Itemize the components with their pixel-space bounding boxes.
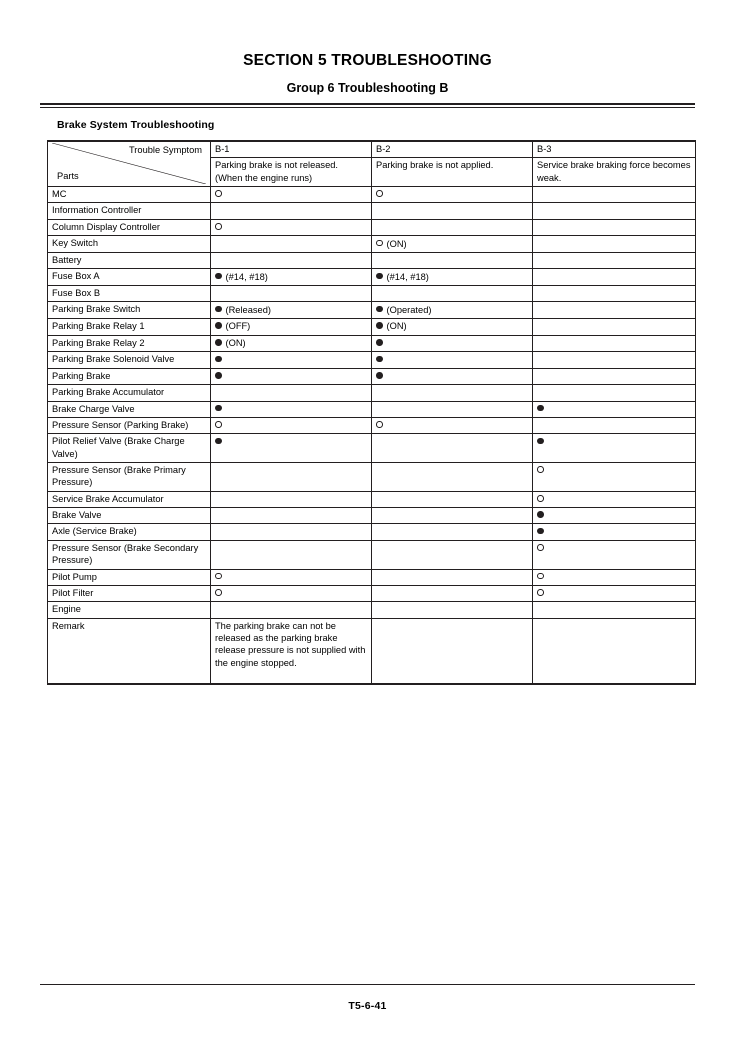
table-row <box>48 236 696 253</box>
part-name-cell: Brake Charge Valve <box>48 401 211 417</box>
part-name-cell: Pilot Relief Valve (Brake Charge Valve) <box>48 434 211 463</box>
marker-note: (#14, #18) <box>225 271 268 282</box>
symptom-cell <box>211 319 372 336</box>
filled-circle-icon <box>537 526 544 535</box>
open-circle-icon <box>537 465 544 474</box>
symptom-cell <box>533 524 696 540</box>
symptom-cell <box>211 285 372 301</box>
filled-circle-icon <box>376 371 383 380</box>
symptom-cell <box>372 368 533 384</box>
symptom-cell <box>533 252 696 268</box>
symptom-cell <box>372 319 533 336</box>
symptom-cell <box>533 236 696 253</box>
part-name-cell: Pilot Pump <box>48 569 211 585</box>
symptom-cell <box>372 491 533 507</box>
part-name-cell: Column Display Controller <box>48 219 211 235</box>
symptom-cell <box>372 618 533 684</box>
symptom-cell <box>372 434 533 463</box>
symptom-cell <box>211 491 372 507</box>
part-name-cell: Pressure Sensor (Brake Secondary Pressure) <box>48 540 211 569</box>
part-name-cell: Brake Valve <box>48 508 211 524</box>
marker-group <box>537 509 691 521</box>
symptom-cell <box>372 352 533 368</box>
table-row <box>48 524 696 540</box>
marker-group <box>376 337 528 349</box>
symptom-cell <box>533 385 696 401</box>
filled-circle-icon <box>537 436 544 445</box>
table-row <box>48 302 696 319</box>
footer-page-number: T5-6-41 <box>348 1000 387 1012</box>
symptom-cell <box>372 585 533 601</box>
filled-circle-icon <box>376 354 383 363</box>
marker-group <box>537 493 691 505</box>
part-name-cell: Service Brake Accumulator <box>48 491 211 507</box>
marker-note: (Released) <box>225 304 271 315</box>
symptom-cell <box>372 187 533 203</box>
marker-group <box>376 188 528 200</box>
open-circle-icon <box>215 572 222 581</box>
section-title: SECTION 5 TROUBLESHOOTING <box>243 52 492 69</box>
table-row <box>48 491 696 507</box>
symptom-cell <box>533 352 696 368</box>
open-circle-icon <box>537 543 544 552</box>
marker-group <box>215 403 367 415</box>
table-row <box>48 401 696 417</box>
filled-circle-icon <box>215 371 222 380</box>
part-name-cell: Parking Brake Solenoid Valve <box>48 352 211 368</box>
table-row <box>48 285 696 301</box>
part-name-cell: Parking Brake Switch <box>48 302 211 319</box>
marker-group <box>376 303 528 316</box>
footer-divider <box>40 984 695 985</box>
table-row <box>48 508 696 524</box>
symptom-cell <box>211 462 372 491</box>
marker-group <box>537 571 691 583</box>
symptom-cell <box>372 417 533 433</box>
column-header-code: B-1 <box>211 141 372 158</box>
symptom-cell <box>211 269 372 286</box>
symptom-cell <box>211 508 372 524</box>
marker-group <box>215 188 367 200</box>
filled-circle-icon <box>215 354 222 363</box>
marker-group <box>215 435 367 447</box>
open-circle-icon <box>215 189 222 198</box>
marker-group <box>215 587 367 599</box>
marker-group <box>537 587 691 599</box>
symptom-cell <box>211 401 372 417</box>
open-circle-icon <box>537 588 544 597</box>
subsection-heading: Brake System Troubleshooting <box>57 119 215 131</box>
remark-text: The parking brake can not be released as the parking brake release pressure is not supplied with the engine stopped. <box>215 620 366 668</box>
marker-group <box>537 525 691 537</box>
document-header <box>0 52 735 96</box>
header-divider-thick <box>40 103 695 105</box>
part-name-cell: Engine <box>48 602 211 618</box>
symptom-cell <box>533 335 696 352</box>
marker-group <box>215 571 367 583</box>
filled-circle-icon <box>215 304 222 313</box>
part-name-cell: Pressure Sensor (Parking Brake) <box>48 417 211 433</box>
table-row <box>48 252 696 268</box>
symptom-cell <box>211 524 372 540</box>
symptom-cell <box>372 335 533 352</box>
marker-group <box>215 353 367 365</box>
marker-note: (OFF) <box>225 321 251 332</box>
part-name-cell: MC <box>48 187 211 203</box>
filled-circle-icon <box>376 304 383 313</box>
filled-circle-icon <box>537 510 544 519</box>
symptom-cell <box>211 602 372 618</box>
marker-group <box>215 221 367 233</box>
part-name-cell: Key Switch <box>48 236 211 253</box>
part-name-cell: Parking Brake Relay 2 <box>48 335 211 352</box>
marker-group <box>215 370 367 382</box>
symptom-cell <box>372 203 533 219</box>
part-name-cell: Pilot Filter <box>48 585 211 601</box>
open-circle-icon <box>376 420 383 429</box>
symptom-cell <box>372 385 533 401</box>
marker-group <box>376 270 528 283</box>
symptom-cell <box>533 618 696 684</box>
symptom-cell <box>211 385 372 401</box>
marker-group <box>537 403 691 415</box>
marker-group <box>215 419 367 431</box>
part-name-cell: Parking Brake Accumulator <box>48 385 211 401</box>
table-corner-header <box>48 141 211 187</box>
marker-group <box>537 435 691 447</box>
symptom-cell <box>533 368 696 384</box>
symptom-cell <box>533 540 696 569</box>
column-header-code: B-2 <box>372 141 533 158</box>
marker-group <box>376 353 528 365</box>
symptom-cell <box>533 219 696 235</box>
symptom-cell <box>211 569 372 585</box>
open-circle-icon <box>376 238 383 247</box>
filled-circle-icon <box>215 338 222 347</box>
marker-group <box>376 370 528 382</box>
symptom-cell <box>211 352 372 368</box>
part-name-cell: Parking Brake Relay 1 <box>48 319 211 336</box>
symptom-cell <box>372 302 533 319</box>
symptom-cell <box>211 434 372 463</box>
symptom-cell <box>533 319 696 336</box>
symptom-cell <box>372 569 533 585</box>
column-header-code: B-3 <box>533 141 696 158</box>
symptom-cell <box>372 524 533 540</box>
marker-group <box>215 320 367 333</box>
filled-circle-icon <box>376 271 383 280</box>
table-row <box>48 540 696 569</box>
symptom-cell <box>211 302 372 319</box>
marker-group <box>215 303 367 316</box>
filled-circle-icon <box>376 321 383 330</box>
symptom-cell <box>372 462 533 491</box>
table-row <box>48 385 696 401</box>
symptom-cell <box>211 219 372 235</box>
part-name-cell: Information Controller <box>48 203 211 219</box>
symptom-cell <box>372 401 533 417</box>
symptom-cell <box>533 569 696 585</box>
marker-note: (Operated) <box>386 304 432 315</box>
symptom-cell <box>211 540 372 569</box>
symptom-cell <box>211 368 372 384</box>
part-name-cell: Remark <box>48 618 211 684</box>
table-row <box>48 319 696 336</box>
troubleshooting-table-container <box>47 140 695 685</box>
marker-group <box>537 464 691 476</box>
marker-group <box>376 419 528 431</box>
filled-circle-icon <box>537 404 544 413</box>
symptom-cell <box>533 401 696 417</box>
symptom-cell <box>211 618 372 684</box>
symptom-cell <box>533 203 696 219</box>
symptom-cell <box>533 285 696 301</box>
symptom-cell <box>211 335 372 352</box>
symptom-cell <box>211 252 372 268</box>
table-row <box>48 352 696 368</box>
symptom-cell <box>533 602 696 618</box>
column-header-description: Parking brake is not applied. <box>372 158 533 187</box>
table-row <box>48 219 696 235</box>
open-circle-icon <box>215 420 222 429</box>
trouble-symptom-label: Trouble Symptom <box>128 145 202 155</box>
symptom-cell <box>372 602 533 618</box>
table-row <box>48 569 696 585</box>
symptom-cell <box>372 540 533 569</box>
parts-label: Parts <box>57 170 79 181</box>
symptom-cell <box>211 585 372 601</box>
group-title: Group 6 Troubleshooting B <box>286 80 449 95</box>
marker-note: (ON) <box>225 338 246 349</box>
table-row <box>48 462 696 491</box>
table-row <box>48 585 696 601</box>
marker-group <box>376 320 528 333</box>
open-circle-icon <box>215 222 222 231</box>
marker-note: (ON) <box>386 238 407 249</box>
symptom-cell <box>211 187 372 203</box>
symptom-cell <box>372 285 533 301</box>
symptom-cell <box>533 302 696 319</box>
marker-group <box>215 337 367 350</box>
table-header-row-codes <box>48 141 696 158</box>
table-row <box>48 187 696 203</box>
marker-group <box>537 542 691 554</box>
symptom-cell <box>533 269 696 286</box>
symptom-cell <box>372 219 533 235</box>
symptom-cell <box>372 236 533 253</box>
table-row <box>48 368 696 384</box>
marker-group <box>376 237 528 250</box>
filled-circle-icon <box>215 436 222 445</box>
troubleshooting-table <box>47 140 696 685</box>
header-divider-thin <box>40 107 695 108</box>
symptom-cell <box>533 462 696 491</box>
symptom-cell <box>372 252 533 268</box>
filled-circle-icon <box>215 271 222 280</box>
filled-circle-icon <box>215 321 222 330</box>
table-row <box>48 203 696 219</box>
symptom-cell <box>211 203 372 219</box>
header-divider <box>40 103 695 108</box>
filled-circle-icon <box>215 404 222 413</box>
table-row <box>48 417 696 433</box>
symptom-cell <box>533 585 696 601</box>
symptom-cell <box>533 434 696 463</box>
symptom-cell <box>372 269 533 286</box>
symptom-cell <box>211 417 372 433</box>
open-circle-icon <box>537 494 544 503</box>
column-header-description: Parking brake is not released. (When the engine runs) <box>211 158 372 187</box>
symptom-cell <box>533 417 696 433</box>
open-circle-icon <box>215 588 222 597</box>
symptom-cell <box>533 508 696 524</box>
part-name-cell: Battery <box>48 252 211 268</box>
filled-circle-icon <box>376 338 383 347</box>
table-row <box>48 602 696 618</box>
table-row <box>48 269 696 286</box>
table-row <box>48 618 696 684</box>
part-name-cell: Fuse Box B <box>48 285 211 301</box>
part-name-cell: Fuse Box A <box>48 269 211 286</box>
part-name-cell: Axle (Service Brake) <box>48 524 211 540</box>
open-circle-icon <box>376 189 383 198</box>
symptom-cell <box>211 236 372 253</box>
part-name-cell: Pressure Sensor (Brake Primary Pressure) <box>48 462 211 491</box>
table-row <box>48 335 696 352</box>
column-header-description: Service brake braking force becomes weak. <box>533 158 696 187</box>
table-row <box>48 434 696 463</box>
symptom-cell <box>533 187 696 203</box>
symptom-cell <box>372 508 533 524</box>
part-name-cell: Parking Brake <box>48 368 211 384</box>
marker-note: (#14, #18) <box>386 271 429 282</box>
symptom-cell <box>533 491 696 507</box>
marker-note: (ON) <box>386 321 407 332</box>
open-circle-icon <box>537 572 544 581</box>
marker-group <box>215 270 367 283</box>
